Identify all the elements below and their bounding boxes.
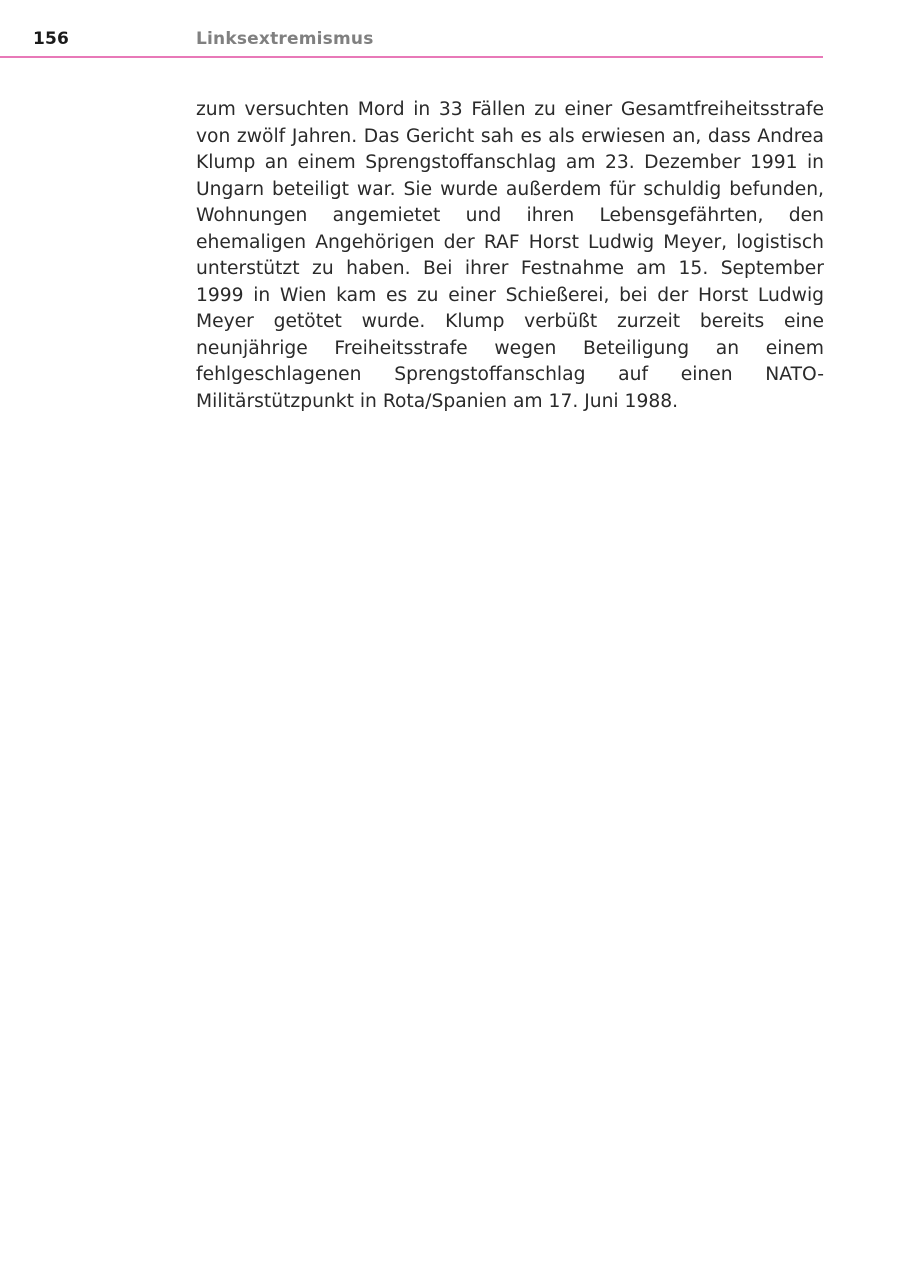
page-number: 156 [33,29,70,49]
running-title: Linksextremismus [196,29,374,49]
page-header [0,0,823,58]
body-paragraph: zum versuchten Mord in 33 Fällen zu einer Gesamtfreiheitsstrafe von zwölf Jahren. Das Gericht sah es als erwiesen an, dass Andrea Klump an einem Sprengstoffanschlag am 23. Dezember 1991 in Ungarn beteiligt war. Sie wurde außerdem für schuldig befunden, Wohnungen angemietet und ihren Lebensgefährten, den ehemaligen Angehörigen der RAF Horst Ludwig Meyer, logistisch unterstützt zu haben. Bei ihrer Festnahme am 15. September 1999 in Wien kam es zu einer Schießerei, bei der Horst Ludwig Meyer getötet wurde. Klump verbüßt zurzeit bereits eine neunjährige Freiheitsstrafe wegen Beteiligung an einem fehlgeschlagenen Sprengstoffanschlag auf einen NATO-Militärstützpunkt in Rota/Spanien am 17. Juni 1988. [196,99,824,412]
